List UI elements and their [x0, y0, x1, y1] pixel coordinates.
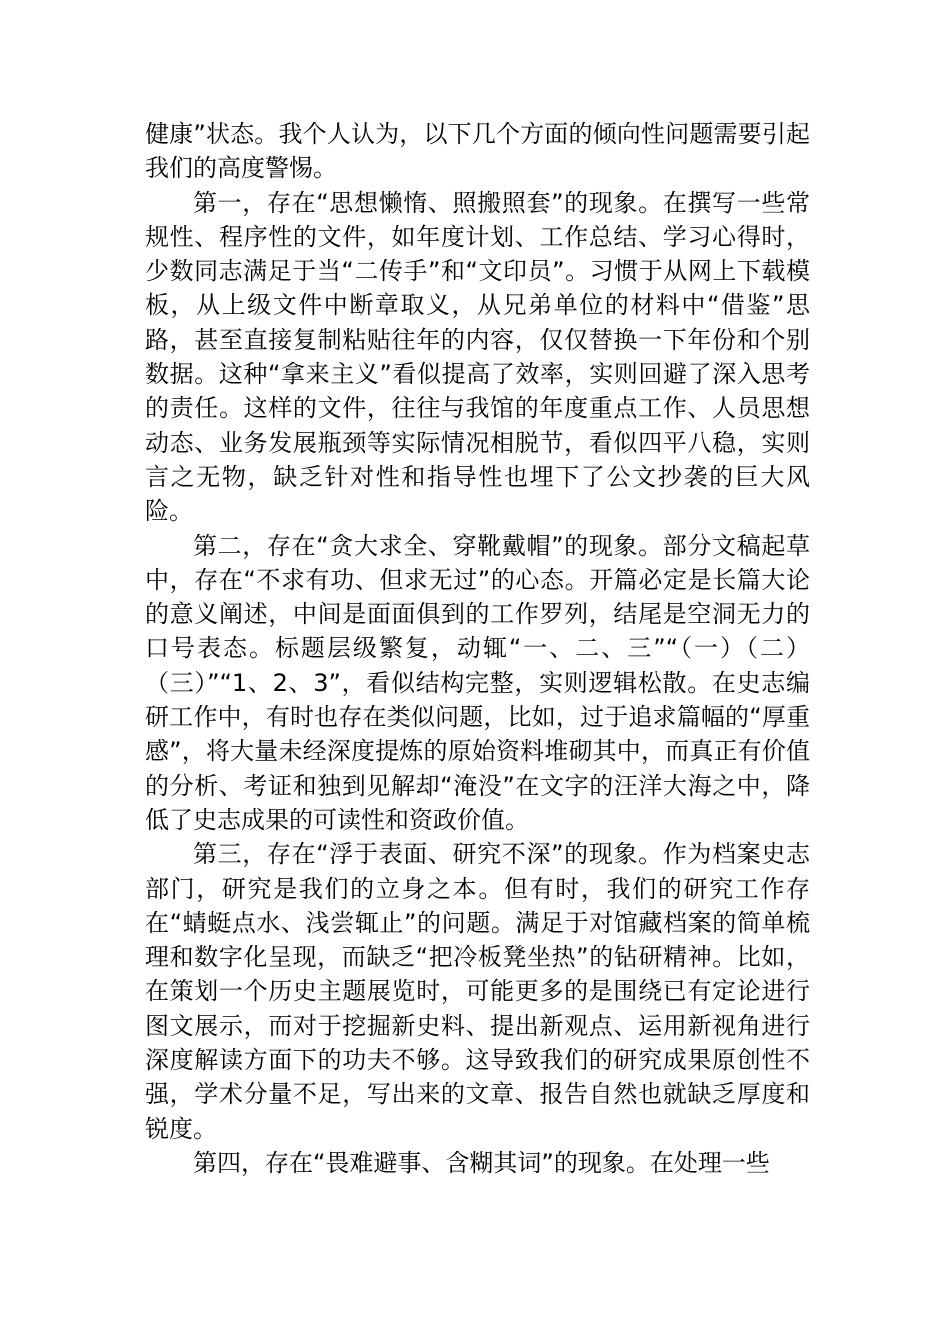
paragraph-first-issue: 第一，存在“思想懒惰、照搬照套”的现象。在撰写一些常规性、程序性的文件，如年度计划、工作总结、学习心得时，少数同志满足于当“二传手”和“文印员”。习惯于从网上下载模板，从上级文件中断章取义，从兄弟单位的材料中“借鉴”思路，甚至直接复制粘贴往年的内容，仅仅替换一下年份和个别数据。这种“拿来主义”看似提高了效率，实则回避了深入思考的责任。这样的文件，往往与我馆的年度重点工作、人员思想动态、业务发展瓶颈等实际情况相脱节，看似四平八稳，实则言之无物，缺乏针对性和指导性也埋下了公文抄袭的巨大风险。 [145, 188, 810, 526]
paragraph-second-issue: 第二，存在“贪大求全、穿靴戴帽”的现象。部分文稿起草中，存在“不求有功、但求无过”的心态。开篇必定是长篇大论的意义阐述，中间是面面俱到的工作罗列，结尾是空洞无力的口号表态。标题层级繁复，动辄“一、二、三”“（一）（二）（三）”“1、2、3”，看似结构完整，实则逻辑松散。在史志编研工作中，有时也存在类似问题，比如，过于追求篇幅的“厚重感”，将大量未经深度提炼的原始资料堆砌其中，而真正有价值的分析、考证和独到见解却“淹没”在文字的汪洋大海之中，降低了史志成果的可读性和资政价值。 [145, 531, 810, 834]
paragraph-fourth-issue: 第四，存在“畏难避事、含糊其词”的现象。在处理一些 [193, 1148, 770, 1177]
document-page [145, 117, 810, 1180]
paragraph-third-issue: 第三，存在“浮于表面、研究不深”的现象。作为档案史志部门，研究是我们的立身之本。但有时，我们的研究工作存在“蜻蜓点水、浅尝辄止”的问题。满足于对馆藏档案的简单梳理和数字化呈现，而缺乏“把冷板凳坐热”的钻研精神。比如，在策划一个历史主题展览时，可能更多的是围绕已有定论进行图文展示，而对于挖掘新史料、提出新观点、运用新视角进行深度解读方面下的功夫不够。这导致我们的研究成果原创性不强，学术分量不足，写出来的文章、报告自然也就缺乏厚度和锐度。 [145, 840, 810, 1143]
paragraph-continuation: 健康”状态。我个人认为，以下几个方面的倾向性问题需要引起我们的高度警惕。 [145, 120, 810, 183]
